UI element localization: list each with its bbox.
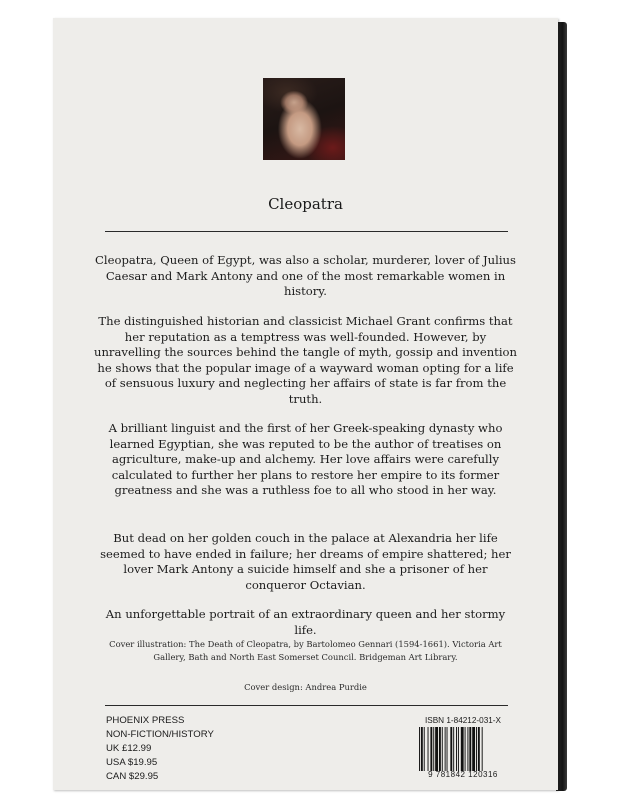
isbn-block xyxy=(417,716,509,779)
barcode-icon xyxy=(417,727,509,771)
title-divider xyxy=(105,231,508,232)
publisher-info xyxy=(106,714,214,784)
price-usa: USA $19.95 xyxy=(106,757,158,768)
footer-divider xyxy=(105,705,508,706)
book-title: Cleopatra xyxy=(268,195,343,213)
blurb-paragraph-2: The distinguished historian and classicist Michael Grant confirms that her reputation as a temptress was well-founded. However, by unravelling the sources behind the tangle of myth, gossip and invention he shows that the popular image of a wayward woman opting for a life of sensuous luxury and neglecting her affairs of state is far from the truth. xyxy=(94,314,517,406)
blurb-paragraph-3: A brilliant linguist and the first of her Greek-speaking dynasty who learned Egyptian, she was reputed to be the author of treatises on agriculture, make-up and alchemy. Her love affairs were carefully calculated to further her plans to restore her empire to its former greatness and she was a ruthless foe to all who stood in her way. xyxy=(108,421,503,497)
price-can: CAN $29.95 xyxy=(106,771,159,782)
category-label: NON-FICTION/HISTORY xyxy=(106,729,214,740)
publisher-name: PHOENIX PRESS xyxy=(106,715,185,726)
blurb-paragraph-1: Cleopatra, Queen of Egypt, was also a scholar, murderer, lover of Julius Caesar and Mark Antony and one of the most remarkable women in history. xyxy=(95,253,516,298)
cover-design-credit: Cover design: Andrea Purdie xyxy=(244,682,367,692)
ean-digits: 9 781842 120316 xyxy=(428,770,498,779)
blurb-paragraph-4: But dead on her golden couch in the palace at Alexandria her life seemed to have ended in failure; her dreams of empire shattered; her lover Mark Antony a suicide himself and she a prisoner of her conqueror Octavian. xyxy=(100,531,511,592)
price-uk: UK £12.99 xyxy=(106,743,152,754)
cover-painting-image xyxy=(263,78,345,160)
back-cover xyxy=(53,18,558,790)
cover-illustration-credit: Cover illustration: The Death of Cleopatra, by Bartolomeo Gennari (1594-1661). Victoria Art Gallery, Bath and North East Somerset Council. Bridgeman Art Library. xyxy=(109,639,502,662)
blurb-paragraph-5: An unforgettable portrait of an extraordinary queen and her stormy life. xyxy=(105,607,506,637)
isbn-label: ISBN 1-84212-031-X xyxy=(424,716,501,725)
